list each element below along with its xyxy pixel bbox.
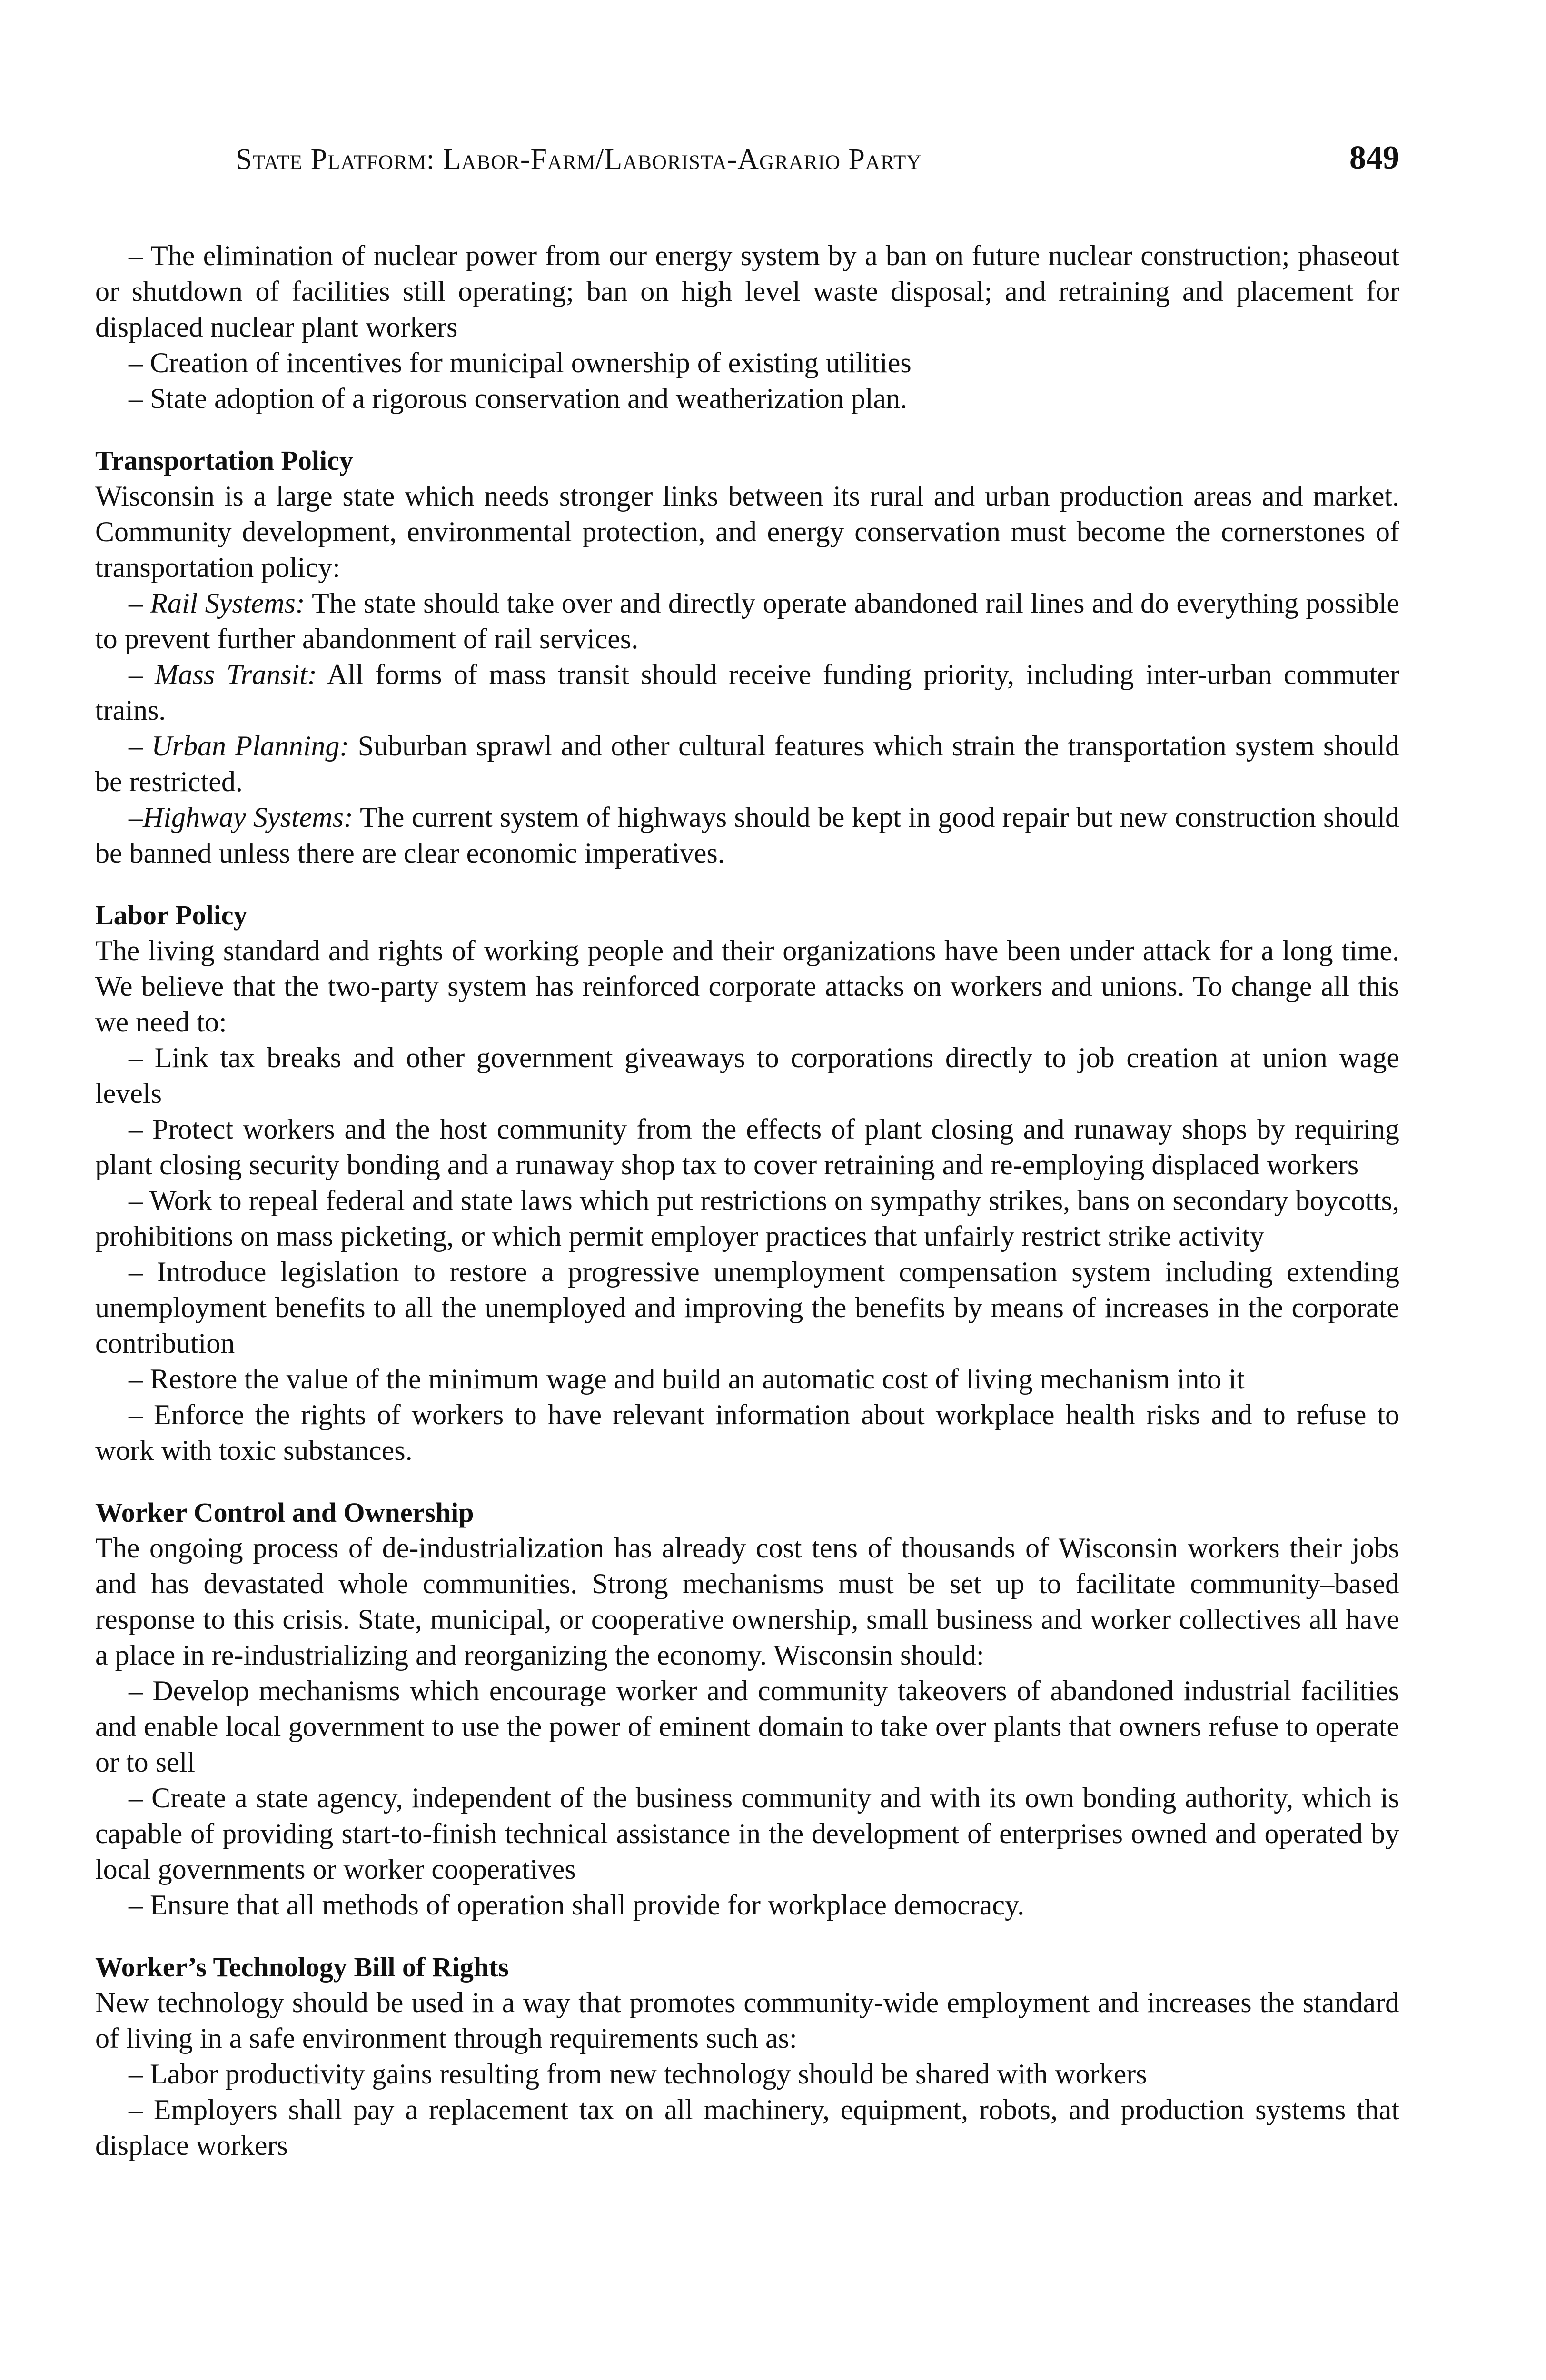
transportation-item: – Urban Planning: Suburban sprawl and other cultural features which strain the transportation system should be restricted.: [95, 730, 1400, 797]
labor-item: – Link tax breaks and other government giveaways to corporations directly to job creation at union wage levels: [95, 1042, 1399, 1109]
item-label: Highway Systems:: [143, 802, 353, 833]
energy-item: – State adoption of a rigorous conservation and weatherization plan.: [129, 383, 908, 414]
transportation-section: [95, 443, 1399, 871]
section-heading: Transportation Policy: [95, 445, 353, 476]
transportation-item: –Highway Systems: The current system of highways should be kept in good repair but new construction should be banned unless there are clear economic imperatives.: [95, 802, 1399, 869]
worker-control-item: – Develop mechanisms which encourage worker and community takeovers of abandoned industrial facilities and enable local government to use the power of eminent domain to take over plants that owners refuse to operate or to sell: [95, 1675, 1399, 1778]
labor-item: – Work to repeal federal and state laws which put restrictions on sympathy strikes, bans on secondary boycotts, prohibitions on mass picketing, or which permit employer practices that unfairly restrict strike activity: [95, 1185, 1399, 1252]
item-label: Mass Transit:: [154, 659, 317, 690]
technology-item: – Labor productivity gains resulting from new technology should be shared with workers: [129, 2058, 1147, 2090]
section-intro: The ongoing process of de-industrialization has already cost tens of thousands of Wisconsin workers their jobs and has devastated whole communities. Strong mechanisms must be set up to facilitate community–based response to this crisis. State, municipal, or cooperative ownership, small business and worker collectives all have a place in re-industrializing and reorganizing the economy. Wisconsin should:: [95, 1532, 1399, 1671]
worker-control-section: [95, 1495, 1399, 1923]
transportation-item: – Rail Systems: The state should take over and directly operate abandoned rail lines and do everything possible to prevent further abandonment of rail services.: [95, 587, 1399, 654]
page-body: [95, 238, 1399, 2163]
document-page: [95, 139, 1400, 2161]
running-head: State Platform: Labor-Farm/Laborista-Agrario Party: [236, 143, 922, 176]
energy-section: [95, 238, 1399, 416]
transportation-item: – Mass Transit: All forms of mass transit should receive funding priority, including inter-urban commuter trains.: [95, 659, 1400, 726]
energy-item: – The elimination of nuclear power from our energy system by a ban on future nuclear construction; phaseout or shutdown of facilities still operating; ban on high level waste disposal; and retraining and placement for displaced nuclear plant workers: [95, 240, 1399, 343]
labor-item: – Protect workers and the host community from the effects of plant closing and runaway shops by requiring plant closing security bonding and a runaway shop tax to cover retraining and re-employing displaced workers: [95, 1113, 1399, 1180]
item-label: Rail Systems:: [150, 587, 305, 619]
labor-section: [95, 897, 1399, 1468]
section-intro: Wisconsin is a large state which needs stronger links between its rural and urban production areas and market. Community development, environmental protection, and energy conservation must become the cornerstones of transportation policy:: [95, 480, 1399, 583]
technology-section: [95, 1949, 1399, 2163]
technology-item: – Employers shall pay a replacement tax on all machinery, equipment, robots, and production systems that displace workers: [95, 2094, 1399, 2161]
page-header: [95, 139, 1399, 186]
labor-item: – Introduce legislation to restore a progressive unemployment compensation system including extending unemployment benefits to all the unemployed and improving the benefits by means of increases in the corporate contribution: [95, 1256, 1399, 1359]
section-heading: Worker’s Technology Bill of Rights: [95, 1952, 509, 1983]
item-label: Urban Planning:: [151, 730, 349, 762]
section-intro: The living standard and rights of working people and their organizations have been under attack for a long time. We believe that the two-party system has reinforced corporate attacks on workers and unions. To change all this we need to:: [95, 935, 1399, 1038]
labor-item: – Restore the value of the minimum wage and build an automatic cost of living mechanism into it: [129, 1363, 1245, 1395]
section-intro: New technology should be used in a way that promotes community-wide employment and increases the standard of living in a safe environment through requirements such as:: [95, 1987, 1399, 2054]
section-heading: Worker Control and Ownership: [95, 1497, 474, 1528]
labor-item: – Enforce the rights of workers to have relevant information about workplace health risks and to refuse to work with toxic substances.: [95, 1399, 1399, 1466]
worker-control-item: – Ensure that all methods of operation shall provide for workplace democracy.: [129, 1889, 1025, 1921]
energy-item: – Creation of incentives for municipal ownership of existing utilities: [129, 347, 912, 378]
worker-control-item: – Create a state agency, independent of the business community and with its own bonding authority, which is capable of providing start-to-finish technical assistance in the development of enterprises owned and operated by local governments or worker cooperatives: [95, 1782, 1399, 1885]
page-number: 849: [1349, 139, 1399, 176]
section-heading: Labor Policy: [95, 900, 248, 931]
